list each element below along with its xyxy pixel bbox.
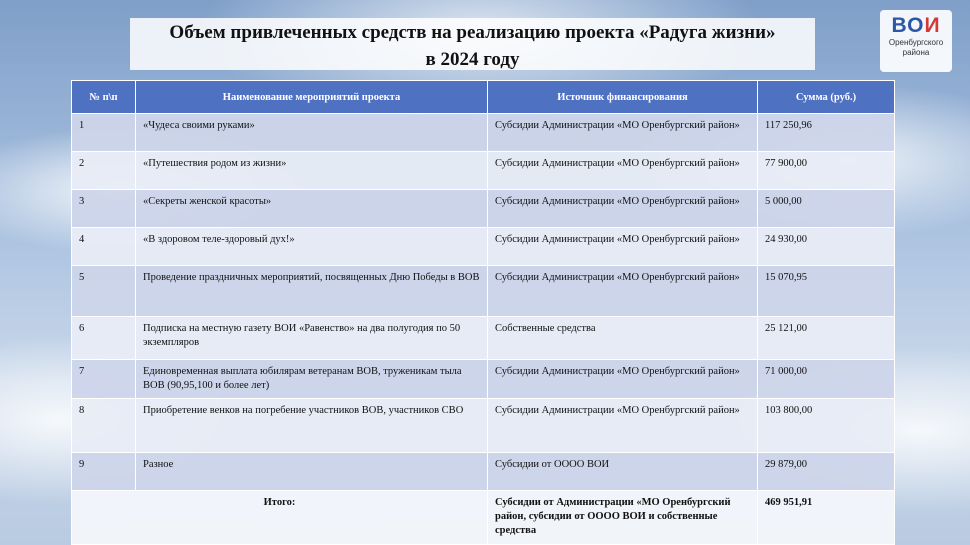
header-number: № п\п <box>72 81 136 114</box>
table-row <box>72 114 895 152</box>
title-box <box>130 18 815 70</box>
row-event-name: «Путешествия родом из жизни» <box>136 152 488 190</box>
row-sum: 103 800,00 <box>758 399 895 453</box>
table-row <box>72 399 895 453</box>
table-row <box>72 152 895 190</box>
row-sum: 71 000,00 <box>758 360 895 399</box>
table-row <box>72 228 895 266</box>
logo-mark-red: И <box>924 14 941 37</box>
row-number: 8 <box>72 399 136 453</box>
row-event-name: Разное <box>136 453 488 491</box>
page-title: Объем привлеченных средств на реализацию проекта «Радуга жизни» <box>169 22 776 43</box>
row-event-name: Единовременная выплата юбилярам ветеранам ВОВ, труженикам тыла ВОВ (90,95,100 и более лет) <box>136 360 488 399</box>
row-number: 5 <box>72 266 136 317</box>
row-number: 1 <box>72 114 136 152</box>
row-number: 7 <box>72 360 136 399</box>
table-row <box>72 190 895 228</box>
total-sum: 469 951,91 <box>758 491 895 545</box>
row-funding-source: Субсидии Администрации «МО Оренбургский район» <box>488 228 758 266</box>
page-title-year: в 2024 году <box>425 49 520 70</box>
table-row <box>72 360 895 399</box>
row-funding-source: Субсидии Администрации «МО Оренбургский район» <box>488 152 758 190</box>
total-row <box>72 491 895 545</box>
header-funding-source: Источник финансирования <box>488 81 758 114</box>
row-sum: 117 250,96 <box>758 114 895 152</box>
logo-line1: Оренбургского <box>888 38 944 47</box>
table-row <box>72 453 895 491</box>
row-number: 2 <box>72 152 136 190</box>
row-funding-source: Собственные средства <box>488 317 758 360</box>
row-event-name: «В здоровом теле-здоровый дух!» <box>136 228 488 266</box>
row-number: 6 <box>72 317 136 360</box>
header-event-name: Наименование мероприятий проекта <box>136 81 488 114</box>
row-funding-source: Субсидии Администрации «МО Оренбургский район» <box>488 360 758 399</box>
row-sum: 5 000,00 <box>758 190 895 228</box>
row-sum: 29 879,00 <box>758 453 895 491</box>
table-header-row <box>72 81 895 114</box>
row-sum: 25 121,00 <box>758 317 895 360</box>
row-event-name: Проведение праздничных мероприятий, посвященных Дню Победы в ВОВ <box>136 266 488 317</box>
table-row <box>72 266 895 317</box>
funding-table <box>71 80 895 545</box>
row-number: 3 <box>72 190 136 228</box>
row-sum: 77 900,00 <box>758 152 895 190</box>
header-sum: Сумма (руб.) <box>758 81 895 114</box>
logo-mark <box>880 14 952 38</box>
row-event-name: Подписка на местную газету ВОИ «Равенство» на два полугодия по 50 экземпляров <box>136 317 488 360</box>
row-sum: 24 930,00 <box>758 228 895 266</box>
row-funding-source: Субсидии Администрации «МО Оренбургский район» <box>488 114 758 152</box>
logo-mark-blue: ВО <box>891 14 925 37</box>
total-funding-source: Субсидии от Администрации «МО Оренбургский район, субсидии от ОООО ВОИ и собственные средства <box>488 491 758 545</box>
row-funding-source: Субсидии Администрации «МО Оренбургский район» <box>488 266 758 317</box>
total-label: Итого: <box>72 491 488 545</box>
table-row <box>72 317 895 360</box>
row-event-name: «Секреты женской красоты» <box>136 190 488 228</box>
row-funding-source: Субсидии от ОООО ВОИ <box>488 453 758 491</box>
logo-line2: района <box>902 48 930 57</box>
row-number: 9 <box>72 453 136 491</box>
row-funding-source: Субсидии Администрации «МО Оренбургский район» <box>488 190 758 228</box>
row-event-name: Приобретение венков на погребение участников ВОВ, участников СВО <box>136 399 488 453</box>
voi-logo <box>880 10 952 72</box>
row-sum: 15 070,95 <box>758 266 895 317</box>
row-funding-source: Субсидии Администрации «МО Оренбургский район» <box>488 399 758 453</box>
row-event-name: «Чудеса своими руками» <box>136 114 488 152</box>
row-number: 4 <box>72 228 136 266</box>
